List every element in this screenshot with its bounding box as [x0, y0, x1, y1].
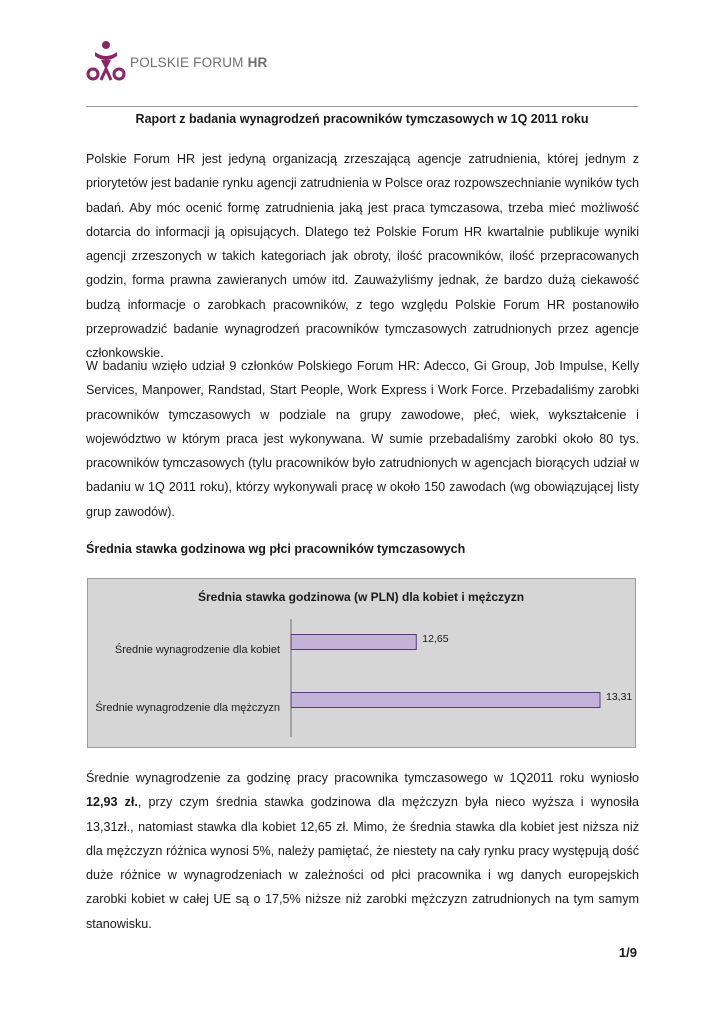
chart-svg: [88, 579, 635, 747]
value-label: 13,31: [606, 691, 633, 703]
section-heading: Średnia stawka godzinowa wg płci pracowników tymczasowych: [86, 542, 466, 556]
header-divider: [86, 106, 638, 107]
category-label: Średnie wynagrodzenie dla mężczyzn: [95, 702, 280, 714]
polskie-forum-hr-logo: [86, 40, 286, 82]
logo-text: POLSKIE FORUM HR: [130, 55, 268, 70]
participants-paragraph: W badaniu wzięło udział 9 członków Polskiego Forum HR: Adecco, Gi Group, Job Impulse, Kelly Services, Manpower, Randstad, Start People, Work Express i Work Force. Przebadaliśmy zarobki pracowników tymczasowych w podziale na grupy zawodowe, płeć, wiek, wykształcenie i województwo w którym praca jest wykonywana. W sumie przebadaliśmy zarobki około 80 tys. pracowników tymczasowych (tylu pracowników było zatrudnionych w agencjach biorących udział w badaniu w 1Q 2011 roku), którzy wykonywali pracę w około 150 zawodach (wg obowiązującej listy grup zawodów).: [86, 359, 639, 519]
page-number: 1/9: [618, 945, 637, 960]
chart-title: Średnia stawka godzinowa (w PLN) dla kobiet i mężczyzn: [197, 590, 525, 604]
category-label: Średnie wynagrodzenie dla kobiet: [114, 644, 280, 656]
hourly-rate-chart: [87, 578, 636, 748]
average-rate-value: 12,93 zł.: [86, 795, 138, 810]
logo-mark-icon: [86, 40, 126, 82]
bar-1: [291, 693, 600, 708]
summary-paragraph: Średnie wynagrodzenie za godzinę pracy pracownika tymczasowego w 1Q2011 roku wyniosło 12,93 zł., przy czym średnia stawka godzinowa dla mężczyzn była nieco wyższa i wynosiła 13,31zł., natomiast stawka dla kobiet 12,65 zł. Mimo, że średnia stawka dla kobiet jest niższa niż dla mężczyzn różnica wynosi 5%, należy pamiętać, że niestety na cały rynku pracy występują dość duże różnice w wynagrodzeniach w zależności od płci pracownika i wg danych europejskich zarobki kobiet w całej UE są o 17,5% niższe niż zarobki mężczyzn zatrudnionych na tym samym stanowisku.: [86, 771, 639, 931]
intro-paragraph: Polskie Forum HR jest jedyną organizacją zrzeszającą agencje zatrudnienia, której jednym z priorytetów jest badanie rynku agencji zatrudnienia w Polsce oraz rozpowszechnianie wyników tych badań. Aby móc ocenić formę zatrudnienia jaką jest praca tymczasowa, trzeba mieć możliwość dotarcia do informacji ją opisujących. Dlatego też Polskie Forum HR kwartalnie publikuje wyniki agencji zrzeszonych w takich kategoriach jak obroty, ilość pracowników, ilość przepracowanych godzin, forma prawna zawieranych umów itd. Zauważyliśmy jednak, że bardzo dużą ciekawość budzą informacje o zarobkach pracowników, z tego względu Polskie Forum HR postanowiło przeprowadzić badanie wynagrodzeń pracowników tymczasowych zatrudnionych przez agencje członkowskie.: [86, 152, 640, 361]
value-label: 12,65: [422, 633, 449, 645]
bar-0: [291, 635, 416, 650]
document-title: Raport z badania wynagrodzeń pracowników tymczasowych w 1Q 2011 roku: [135, 112, 589, 126]
